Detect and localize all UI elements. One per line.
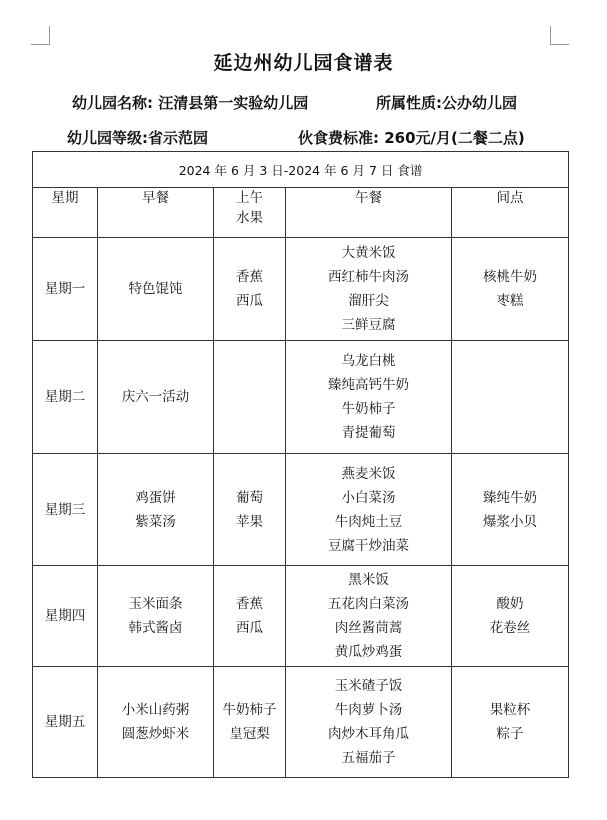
lunch-cell [286,667,452,778]
table-row [33,667,569,778]
header-fruit-line-1: 上午 [236,190,263,206]
day-cell: 星期五 [33,667,98,778]
header-day: 星期 [33,188,98,238]
breakfast-cell [98,566,214,667]
breakfast-item: 玉米面条 [128,596,183,612]
morning-fruit-cell [214,566,286,667]
breakfast-item: 紫菜汤 [135,513,176,530]
morning-fruit-item: 苹果 [236,513,263,530]
page-corner-mark-left [31,26,50,45]
snack-cell [452,454,569,566]
morning-fruit-item: 葡萄 [236,489,263,506]
morning-fruit-cell [214,667,286,778]
menu-table [32,151,569,778]
lunch-item: 燕麦米饭 [341,465,396,482]
meal-fee-line [298,127,525,148]
breakfast-cell [98,454,214,566]
header-lunch: 午餐 [286,188,452,238]
breakfast-item: 庆六一活动 [121,389,190,405]
snack-item: 爆浆小贝 [483,513,538,530]
snack-cell [452,667,569,778]
lunch-item: 玉米碴子饭 [334,678,403,694]
lunch-item: 肉炒木耳角瓜 [328,726,409,742]
day-cell: 星期三 [33,454,98,566]
morning-fruit-item: 西瓜 [236,620,263,636]
table-row [33,341,569,454]
lunch-cell [286,238,452,341]
breakfast-item: 鸡蛋饼 [135,489,176,506]
lunch-cell [286,341,452,454]
breakfast-cell [98,667,214,778]
lunch-item: 小白菜汤 [341,489,396,506]
lunch-item: 五福茄子 [341,750,396,766]
snack-item: 枣糕 [496,293,524,309]
table-row [33,238,569,341]
table-row [33,566,569,667]
snack-item: 花卷丝 [489,620,531,636]
lunch-item: 黑米饭 [348,572,389,588]
day-cell: 星期二 [33,341,98,454]
morning-fruit-item: 西瓜 [236,293,263,309]
snack-item: 臻纯牛奶 [483,489,538,506]
morning-fruit-item: 香蕉 [236,596,263,612]
breakfast-item: 小米山药粥 [121,702,190,718]
lunch-item: 大黄米饭 [341,245,396,261]
snack-item: 核桃牛奶 [483,269,538,285]
meal-fee-label: 伙食费标准: [298,129,379,147]
kindergarten-level-value: 省示范园 [148,129,209,147]
kindergarten-name-line [72,92,308,113]
lunch-item: 乌龙白桃 [341,353,396,369]
snack-item: 酸奶 [496,596,524,612]
lunch-item: 西红柿牛肉汤 [328,269,409,285]
kindergarten-level-line [67,127,208,148]
morning-fruit-item: 香蕉 [236,269,263,285]
lunch-cell [286,454,452,566]
snack-item: 粽子 [496,726,524,742]
kindergarten-nature-line [376,92,517,113]
breakfast-item: 圆葱炒虾米 [121,726,190,742]
lunch-item: 肉丝酱茼蒿 [334,620,403,636]
lunch-item: 三鲜豆腐 [341,317,396,333]
morning-fruit-item: 皇冠梨 [229,726,270,742]
header-fruit-line-2: 水果 [236,210,263,226]
header-breakfast: 早餐 [98,188,214,238]
menu-date-range: 2024 年 6 月 3 日-2024 年 6 月 7 日 食谱 [33,152,569,188]
morning-fruit-item: 牛奶柿子 [222,702,277,718]
table-row [33,454,569,566]
lunch-item: 黄瓜炒鸡蛋 [334,644,403,660]
morning-fruit-cell [214,341,286,454]
lunch-item: 臻纯高钙牛奶 [328,377,409,393]
snack-cell [452,566,569,667]
snack-item: 果粒杯 [489,702,531,718]
lunch-item: 豆腐干炒油菜 [328,537,409,554]
kindergarten-level-label: 幼儿园等级: [67,129,148,147]
header-morning-fruit [214,188,286,238]
kindergarten-name-value: 汪清县第一实验幼儿园 [158,94,309,112]
snack-cell [452,341,569,454]
kindergarten-name-label: 幼儿园名称: [72,94,153,112]
kindergarten-nature-label: 所属性质: [376,94,442,112]
morning-fruit-cell [214,238,286,341]
page-corner-mark-right [550,26,569,45]
lunch-item: 牛肉萝卜汤 [334,702,403,718]
breakfast-cell [98,238,214,341]
day-cell: 星期四 [33,566,98,667]
lunch-item: 溜肝尖 [348,293,389,309]
page-title: 延边州幼儿园食谱表 [213,52,394,74]
header-snack: 间点 [452,188,569,238]
day-rows [33,238,569,778]
breakfast-item: 特色馄饨 [128,281,183,297]
lunch-item: 五花肉白菜汤 [328,596,409,612]
breakfast-cell [98,341,214,454]
meal-fee-value: 260元/月(二餐二点) [384,129,525,147]
snack-cell [452,238,569,341]
morning-fruit-cell [214,454,286,566]
lunch-item: 牛奶柿子 [341,401,396,417]
breakfast-item: 韩式酱卤 [128,620,183,636]
lunch-item: 牛肉炖土豆 [334,513,403,530]
day-cell: 星期一 [33,238,98,341]
kindergarten-nature-value: 公办幼儿园 [442,94,518,112]
lunch-cell [286,566,452,667]
header-row [33,188,569,238]
menu-range-row [33,152,569,188]
lunch-item: 青提葡萄 [341,425,396,441]
